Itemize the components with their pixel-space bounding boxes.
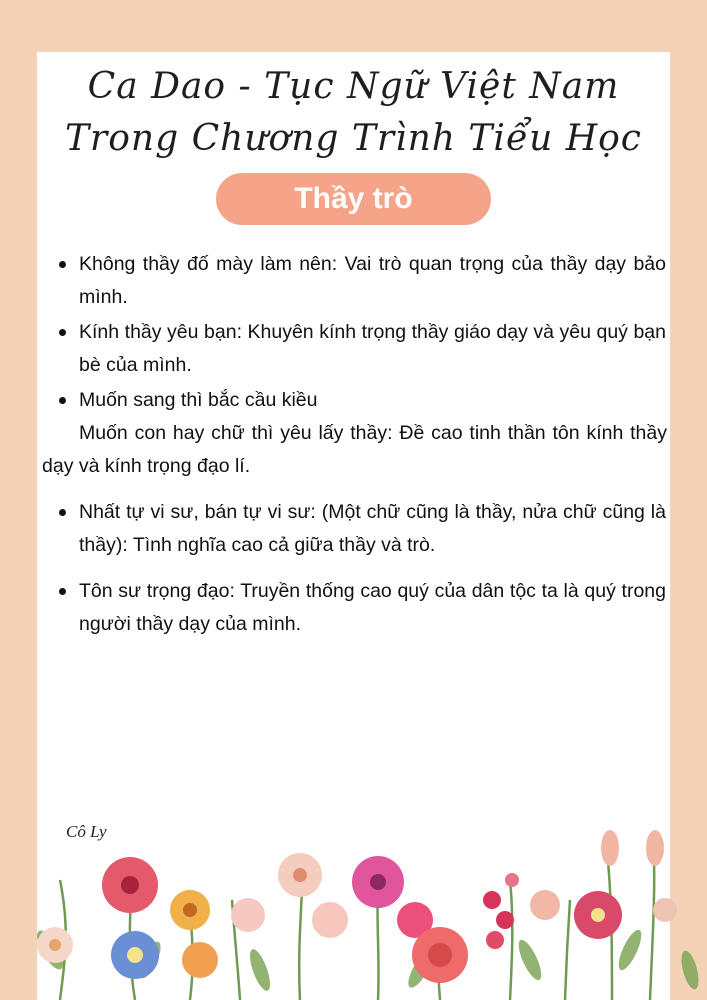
item-text: Không thầy đố mày làm nên: Vai trò quan trọng của thầy dạy bảo mình. bbox=[79, 253, 666, 308]
item-text: Nhất tự vi sư, bán tự vi sư: (Một chữ cũng là thầy, nửa chữ cũng là thầy): Tình nghĩa cao cả giữa thầy và trò. bbox=[79, 501, 666, 556]
item-continuation: Muốn con hay chữ thì yêu lấy thầy: Đề cao tinh thần tôn kính thầy dạy và kính trọng đạo lí. bbox=[42, 422, 667, 477]
item-text: Kính thầy yêu bạn: Khuyên kính trọng thầy giáo dạy và yêu quý bạn bè của mình. bbox=[79, 321, 666, 376]
title-line-1: Ca Dao - Tục Ngữ Việt Nam bbox=[87, 66, 620, 107]
bullet-icon bbox=[59, 509, 66, 516]
list-item bbox=[79, 248, 666, 314]
bullet-icon bbox=[59, 329, 66, 336]
bullet-icon bbox=[59, 397, 66, 404]
item-text: Muốn sang thì bắc cầu kiều bbox=[79, 389, 318, 411]
signature: Cô Ly bbox=[66, 822, 107, 841]
bullet-icon bbox=[59, 261, 66, 268]
list-item bbox=[79, 316, 666, 382]
bullet-icon bbox=[59, 588, 66, 595]
title-line-2: Trong Chương Trình Tiểu Học bbox=[65, 118, 642, 159]
topic-badge: Thầy trò bbox=[216, 173, 491, 225]
item-text: Tôn sư trọng đạo: Truyền thống cao quý của dân tộc ta là quý trong người thầy dạy của mình. bbox=[79, 580, 666, 635]
flower-border-illustration bbox=[0, 820, 707, 1000]
list-item bbox=[79, 496, 666, 562]
list-item bbox=[79, 384, 666, 417]
list-item bbox=[79, 575, 666, 641]
